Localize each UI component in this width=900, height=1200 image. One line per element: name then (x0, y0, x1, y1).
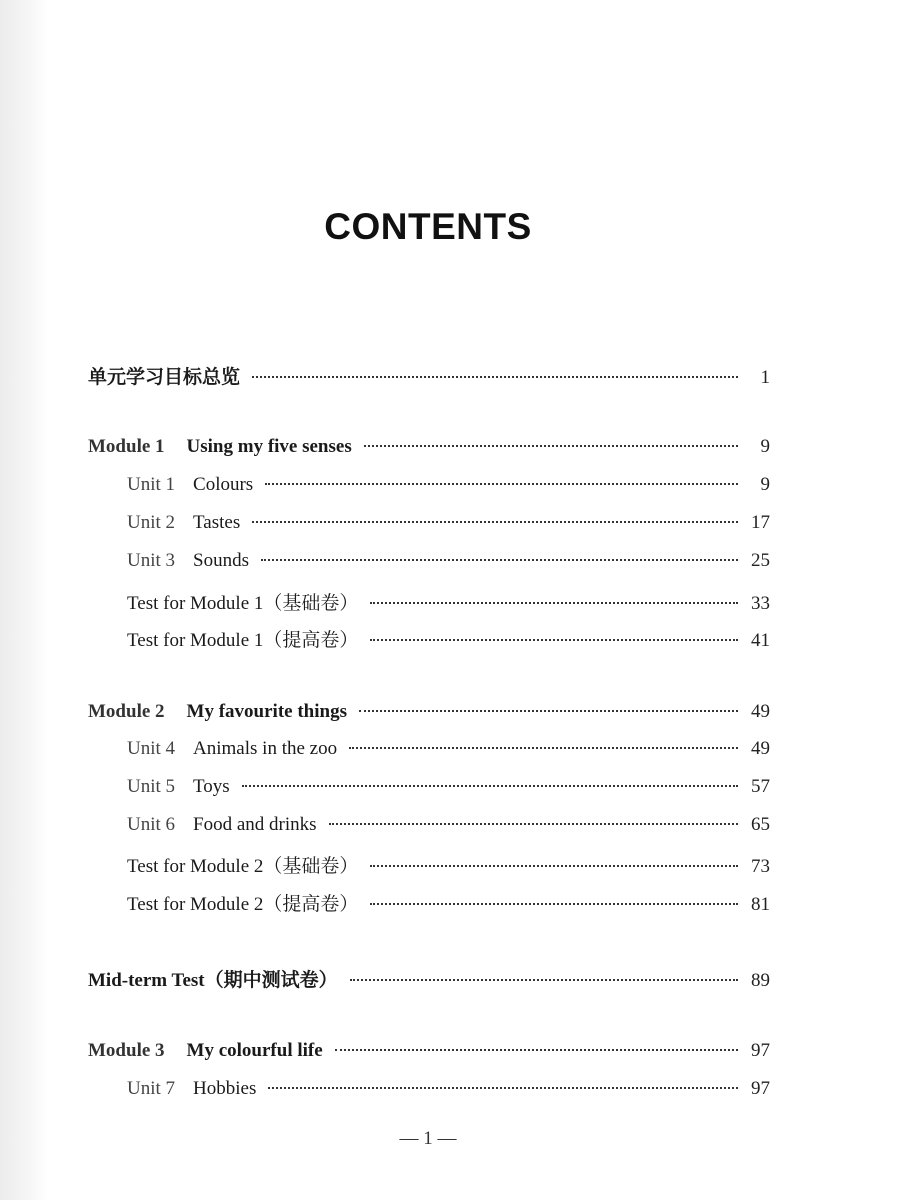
leader-dots (370, 602, 738, 604)
page-title: CONTENTS (324, 206, 532, 247)
toc-entry-page: 89 (751, 970, 770, 991)
toc-entry-label: Animals in the zoo (193, 738, 338, 759)
toc-entry-prefix: Unit 7 (127, 1078, 176, 1099)
toc-entry-prefix: Unit 4 (127, 738, 176, 759)
toc-entry-module-2[interactable] (88, 701, 770, 729)
leader-dots (370, 639, 738, 641)
toc-entry-prefix: Unit 6 (127, 814, 176, 835)
toc-entry-page: 49 (751, 701, 770, 722)
toc-entry-page: 65 (751, 814, 770, 835)
leader-dots (252, 521, 738, 523)
toc-entry-label: Tastes (193, 512, 241, 533)
toc-entry-label: 单元学习目标总览 (88, 367, 241, 388)
toc-entry-prefix: Module 2 (88, 701, 165, 722)
toc-entry-unit-6[interactable] (127, 814, 770, 842)
toc-entry-page: 9 (760, 474, 770, 495)
toc-entry-label: Test for Module 2（提高卷） (127, 894, 359, 915)
leader-dots (359, 710, 738, 712)
toc-entry-label: Using my five senses (186, 436, 352, 457)
leader-dots (364, 445, 738, 447)
page-number-footer: — 1 — (399, 1128, 457, 1149)
leader-dots (268, 1087, 738, 1089)
toc-entry-page: 25 (751, 550, 770, 571)
toc-entry-label: Test for Module 2（基础卷） (127, 856, 359, 877)
toc-entry-unit-4[interactable] (127, 738, 770, 766)
toc-entry-prefix: Unit 2 (127, 512, 176, 533)
toc-entry-page: 97 (751, 1078, 770, 1099)
toc-entry-page: 73 (751, 856, 770, 877)
toc-entry-page: 49 (751, 738, 770, 759)
toc-entry-test-module-1-advanced[interactable] (127, 625, 770, 653)
toc-entry-unit-3[interactable] (127, 550, 770, 578)
toc-entry-page: 33 (751, 593, 770, 614)
toc-entry-page: 97 (751, 1040, 770, 1061)
toc-entry-label: Colours (193, 474, 254, 495)
toc-entry-prefix: Unit 3 (127, 550, 176, 571)
leader-dots (252, 376, 738, 378)
toc-entry-label: My favourite things (186, 701, 347, 722)
toc-entry-unit-2[interactable] (127, 512, 770, 540)
toc-entry-page: 41 (751, 630, 770, 651)
toc-entry-prefix: Unit 1 (127, 474, 176, 495)
toc-entry-label: Food and drinks (193, 814, 317, 835)
toc-entry-overview[interactable] (88, 362, 770, 390)
toc-entry-prefix: Unit 5 (127, 776, 176, 797)
toc-entry-test-module-2-advanced[interactable] (127, 889, 770, 917)
toc-entry-label: Toys (193, 776, 230, 797)
toc-entry-label: Sounds (193, 550, 249, 571)
leader-dots (335, 1049, 738, 1051)
leader-dots (350, 979, 738, 981)
toc-entry-label: Test for Module 1（基础卷） (127, 593, 359, 614)
leader-dots (349, 747, 738, 749)
leader-dots (261, 559, 738, 561)
leader-dots (329, 823, 738, 825)
toc-entry-prefix: Module 3 (88, 1040, 165, 1061)
toc-entry-page: 17 (751, 512, 770, 533)
toc-entry-test-module-2-basic[interactable] (127, 851, 770, 879)
toc-entry-module-1[interactable] (88, 436, 770, 464)
toc-entry-page: 81 (751, 894, 770, 915)
toc-entry-page: 9 (760, 436, 770, 457)
toc-entry-page: 1 (760, 367, 770, 388)
leader-dots (370, 903, 738, 905)
toc-entry-unit-5[interactable] (127, 776, 770, 804)
toc-entry-test-module-1-basic[interactable] (127, 588, 770, 616)
toc-entry-label: Test for Module 1（提高卷） (127, 630, 359, 651)
toc-entry-page: 57 (751, 776, 770, 797)
toc-entry-label: Hobbies (193, 1078, 257, 1099)
toc-entry-module-3[interactable] (88, 1040, 770, 1068)
toc-entry-unit-7[interactable] (127, 1078, 770, 1106)
toc-entry-label: Mid-term Test（期中测试卷） (88, 970, 338, 991)
toc-entry-label: My colourful life (186, 1040, 323, 1061)
leader-dots (370, 865, 738, 867)
leader-dots (265, 483, 738, 485)
toc-entry-mid-term-test[interactable] (88, 965, 770, 993)
toc-entry-unit-1[interactable] (127, 474, 770, 502)
leader-dots (242, 785, 738, 787)
toc-entry-prefix: Module 1 (88, 436, 165, 457)
